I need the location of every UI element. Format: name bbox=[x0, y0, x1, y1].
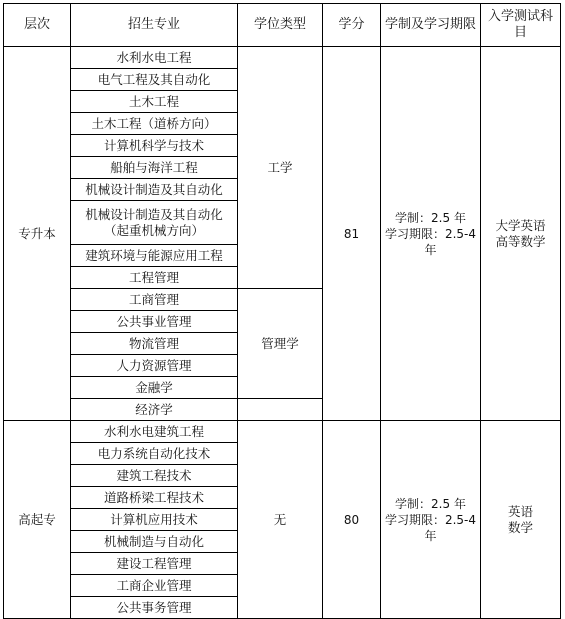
major-cell: 工商企业管理 bbox=[71, 575, 238, 597]
major-cell: 工商管理 bbox=[71, 289, 238, 311]
exam-subject: 数学 bbox=[507, 519, 533, 535]
major-cell: 土木工程 bbox=[71, 91, 238, 113]
major-cell: 水利水电建筑工程 bbox=[71, 421, 238, 443]
header-duration: 学制及学习期限 bbox=[381, 4, 481, 47]
major-cell: 金融学 bbox=[71, 377, 238, 399]
credits-cell: 81 bbox=[323, 47, 381, 421]
major-cell: 机械设计制造及其自动化（起重机械方向） bbox=[71, 201, 238, 245]
duration-line: 学制：2.5 年 bbox=[395, 210, 466, 225]
major-cell: 电气工程及其自动化 bbox=[71, 69, 238, 91]
level-cell: 高起专 bbox=[4, 421, 71, 619]
major-cell: 人力资源管理 bbox=[71, 355, 238, 377]
major-cell: 物流管理 bbox=[71, 333, 238, 355]
enrollment-table bbox=[3, 3, 561, 619]
header-exam: 入学测试科目 bbox=[481, 4, 561, 47]
exam-subject: 大学英语 bbox=[495, 217, 546, 233]
duration-cell bbox=[381, 47, 481, 421]
duration-line: 学习期限：2.5-4 年 bbox=[384, 512, 477, 543]
major-cell: 公共事业管理 bbox=[71, 311, 238, 333]
major-cell: 土木工程（道桥方向） bbox=[71, 113, 238, 135]
degree-cell: 工学 bbox=[238, 47, 323, 289]
major-cell: 公共事务管理 bbox=[71, 597, 238, 619]
exam-subject: 英语 bbox=[507, 503, 533, 519]
major-cell: 计算机科学与技术 bbox=[71, 135, 238, 157]
header-level: 层次 bbox=[4, 4, 71, 47]
degree-cell: 管理学 bbox=[238, 289, 323, 399]
header-credits: 学分 bbox=[323, 4, 381, 47]
table-row bbox=[4, 47, 561, 69]
major-cell: 建设工程管理 bbox=[71, 553, 238, 575]
table-header-row bbox=[4, 4, 561, 47]
major-cell: 建筑工程技术 bbox=[71, 465, 238, 487]
exam-subject: 高等数学 bbox=[495, 233, 546, 249]
major-cell: 船舶与海洋工程 bbox=[71, 157, 238, 179]
header-degree: 学位类型 bbox=[238, 4, 323, 47]
level-cell: 专升本 bbox=[4, 47, 71, 421]
duration-cell bbox=[381, 421, 481, 619]
major-cell: 水利水电工程 bbox=[71, 47, 238, 69]
degree-cell: 经济学 bbox=[71, 399, 238, 421]
credits-cell: 80 bbox=[323, 421, 381, 619]
header-major: 招生专业 bbox=[71, 4, 238, 47]
duration-line: 学制：2.5 年 bbox=[395, 496, 466, 511]
exam-cell bbox=[481, 47, 561, 421]
major-cell: 工程管理 bbox=[71, 267, 238, 289]
major-cell: 机械制造与自动化 bbox=[71, 531, 238, 553]
exam-cell bbox=[481, 421, 561, 619]
table-row bbox=[4, 421, 561, 443]
major-cell: 机械设计制造及其自动化 bbox=[71, 179, 238, 201]
duration-line: 学习期限：2.5-4 年 bbox=[384, 226, 477, 257]
major-cell: 计算机应用技术 bbox=[71, 509, 238, 531]
degree-cell: 无 bbox=[238, 421, 323, 619]
major-cell: 电力系统自动化技术 bbox=[71, 443, 238, 465]
major-cell: 道路桥梁工程技术 bbox=[71, 487, 238, 509]
major-cell: 建筑环境与能源应用工程 bbox=[71, 245, 238, 267]
